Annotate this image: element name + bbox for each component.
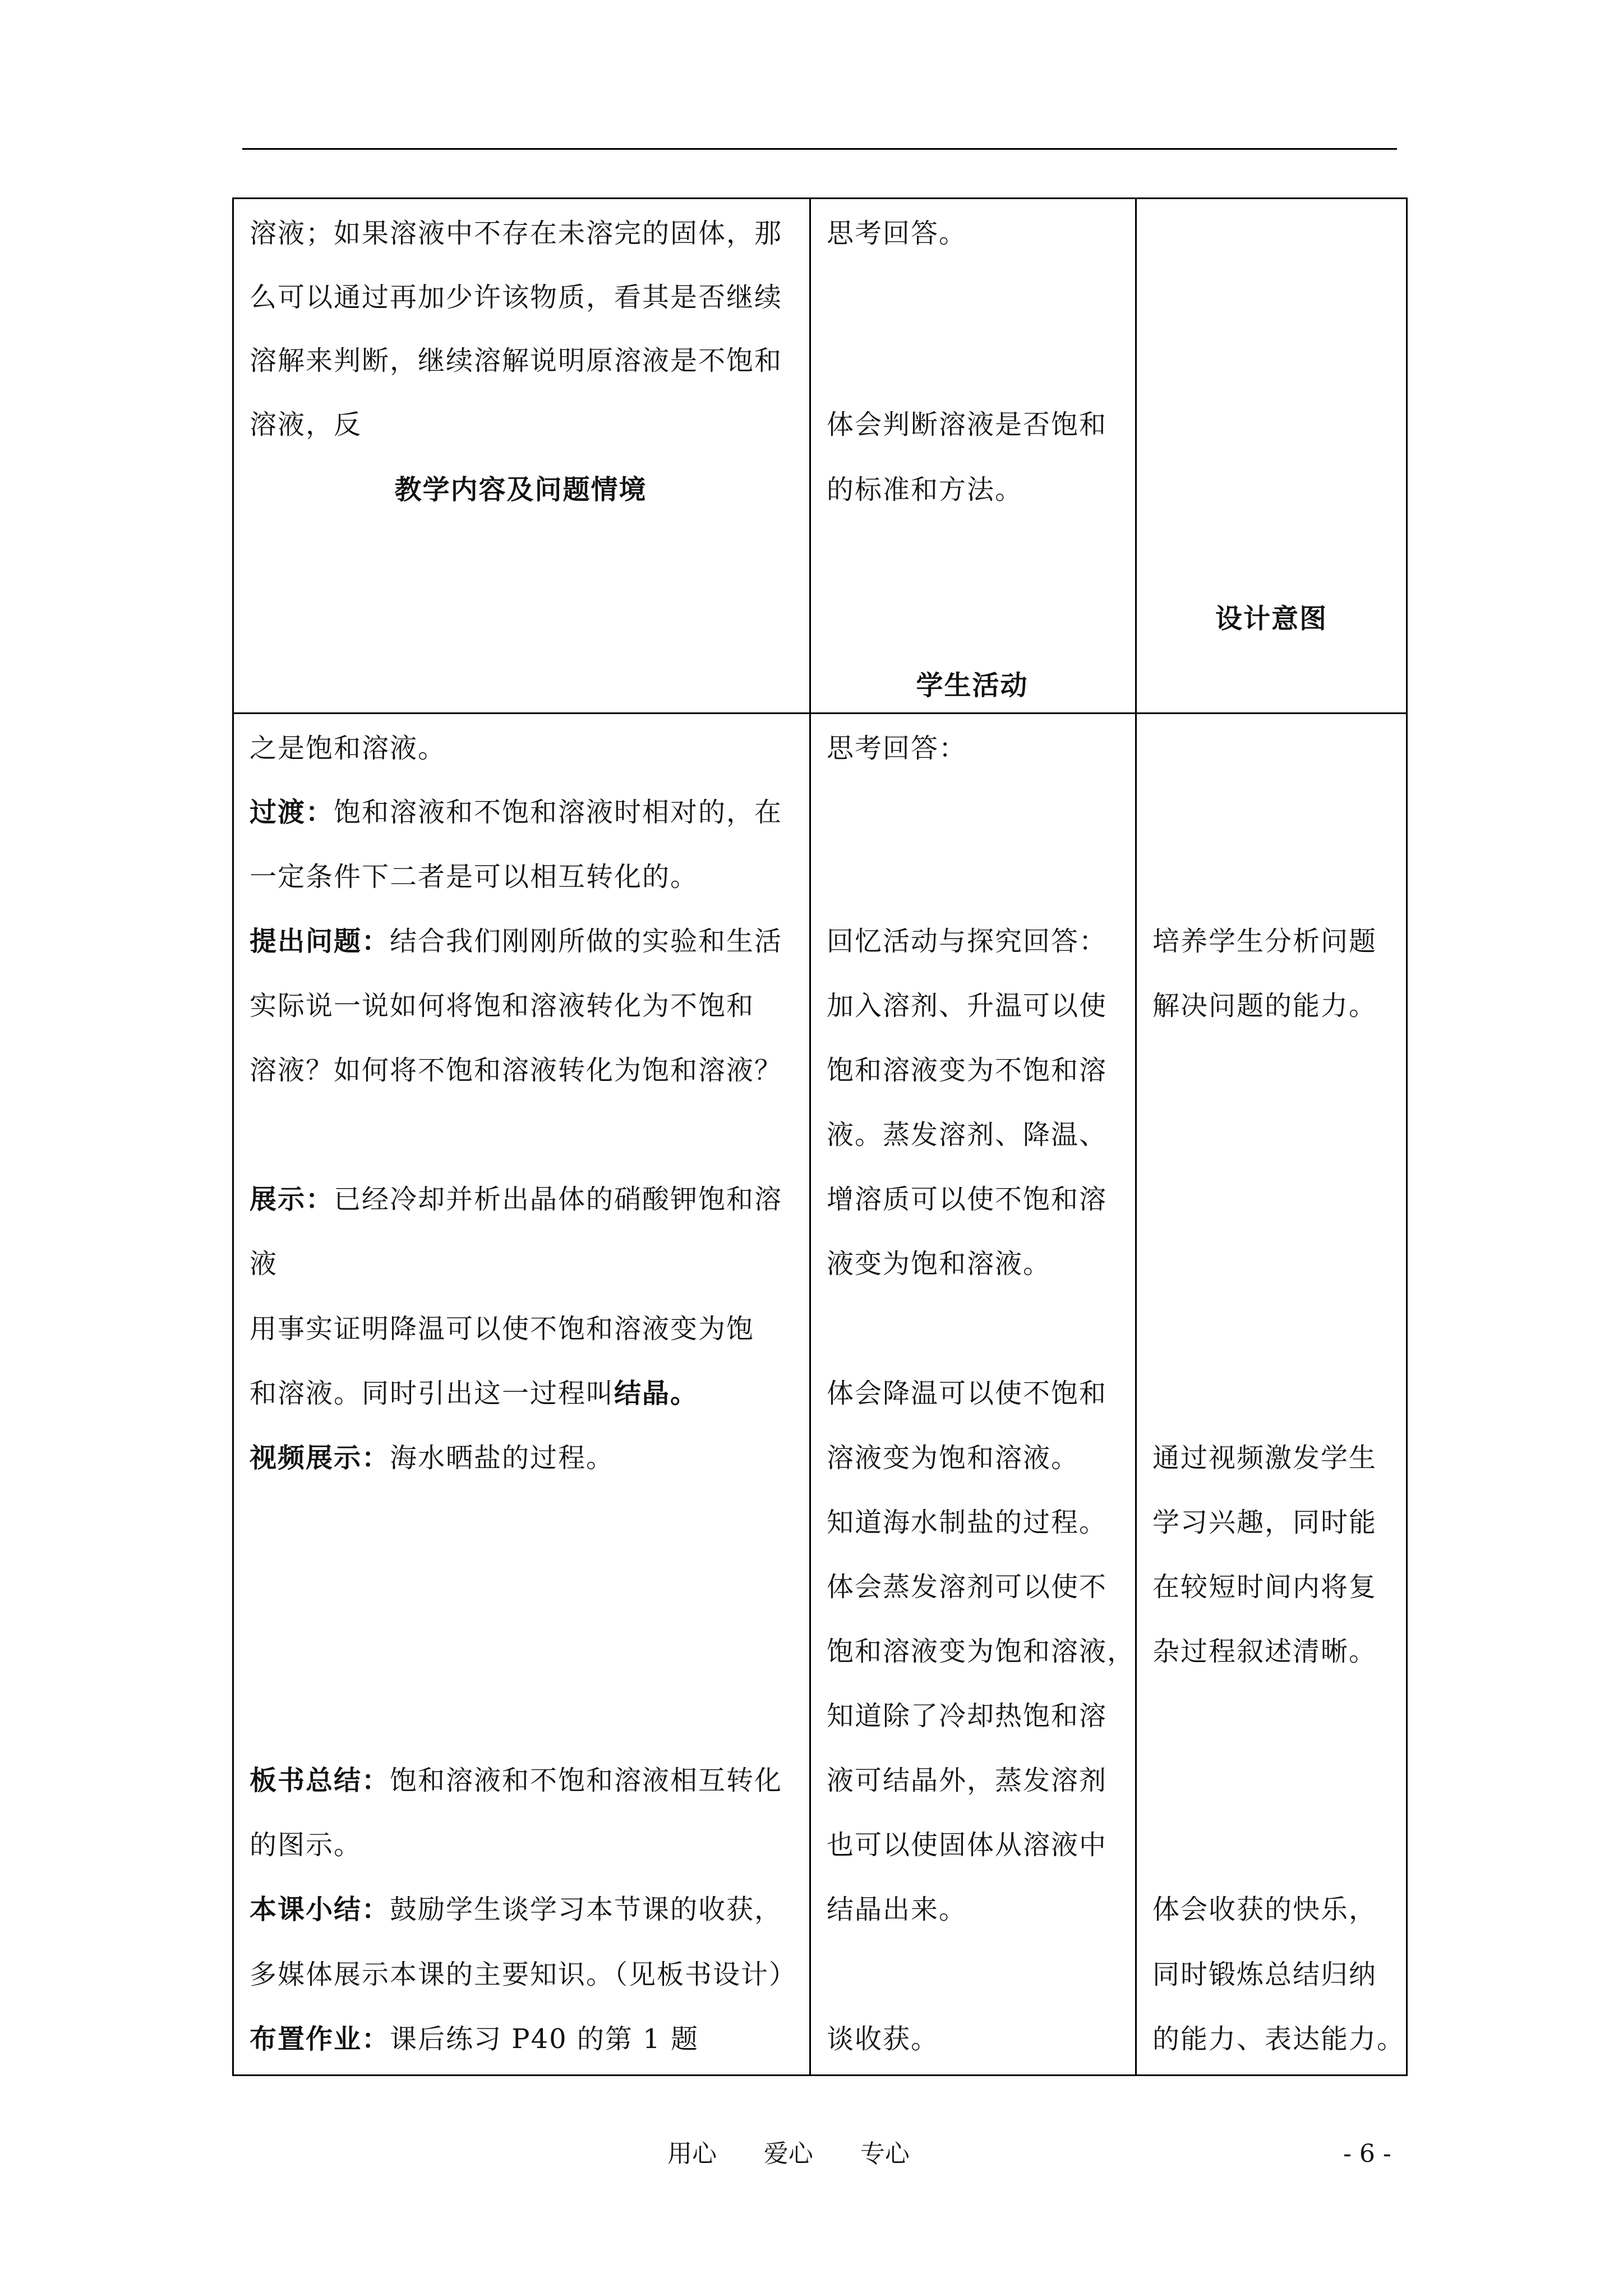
footer-motto: 用心 爱心 专心 [667, 2139, 910, 2168]
summary-text: 鼓励学生谈学习本节课的收获， [390, 1894, 783, 1925]
activity-line: 结晶出来。 [827, 1894, 967, 1925]
board-block [250, 1764, 782, 1797]
top-activity-line: 思考回答。 [827, 218, 967, 249]
top-content-line: 溶液，反 [250, 409, 362, 440]
intent-line: 培养学生分析问题 [1152, 926, 1377, 957]
row-divider [232, 712, 1408, 714]
content-line: 多媒体展示本课的主要知识。（见板书设计） [250, 1959, 797, 1990]
homework-label: 布置作业： [250, 2023, 390, 2055]
show-conclusion [250, 1377, 698, 1410]
activity-line: 也可以使固体从溶液中 [827, 1829, 1108, 1861]
activity-line: 液变为饱和溶液。 [827, 1248, 1052, 1280]
header-rule [242, 148, 1397, 150]
top-content-line: 溶解来判断，继续溶解说明原溶液是不饱和 [250, 345, 783, 376]
intent-line: 在较短时间内将复 [1152, 1571, 1377, 1603]
crystallization-term: 结晶。 [614, 1378, 699, 1409]
video-text: 海水晒盐的过程。 [390, 1442, 615, 1474]
activity-line: 溶液变为饱和溶液。 [827, 1442, 1080, 1474]
summary-block [250, 1893, 782, 1926]
activity-line: 增溶质可以使不饱和溶 [827, 1184, 1108, 1215]
question-block [250, 924, 782, 958]
activity-line: 饱和溶液变为饱和溶液， [827, 1636, 1136, 1667]
content-column-header: 教学内容及问题情境 [394, 474, 647, 505]
activity-line: 回忆活动与探究回答： [827, 926, 1108, 957]
show-conclusion-text: 和溶液。同时引出这一过程叫 [250, 1378, 615, 1409]
show-text: 已经冷却并析出晶体的硝酸钾饱和溶 [334, 1184, 783, 1215]
intent-line: 通过视频激发学生 [1152, 1442, 1377, 1474]
board-label: 板书总结： [250, 1765, 390, 1796]
top-content-line: 么可以通过再加少许该物质，看其是否继续 [250, 282, 783, 313]
activity-column-header: 学生活动 [916, 670, 1029, 701]
content-line: 之是饱和溶液。 [250, 733, 446, 764]
top-activity-line: 体会判断溶液是否饱和 [827, 409, 1108, 440]
activity-line: 液。蒸发溶剂、降温、 [827, 1119, 1108, 1151]
video-block [250, 1441, 614, 1475]
content-line: 用事实证明降温可以使不饱和溶液变为饱 [250, 1313, 755, 1345]
transition-label: 过渡： [250, 797, 334, 828]
content-line: 液 [250, 1248, 278, 1280]
board-text: 饱和溶液和不饱和溶液相互转化 [390, 1765, 783, 1796]
show-label: 展示： [250, 1184, 334, 1215]
intent-line: 体会收获的快乐， [1152, 1894, 1377, 1925]
intent-line: 杂过程叙述清晰。 [1152, 1636, 1377, 1667]
intent-line: 的能力、表达能力。 [1152, 2023, 1405, 2055]
transition-block [250, 795, 782, 829]
top-activity-line: 的标准和方法。 [827, 474, 1023, 505]
homework-block [250, 2022, 699, 2056]
activity-line: 知道除了冷却热饱和溶 [827, 1700, 1108, 1732]
show-block [250, 1182, 782, 1216]
page-number: - 6 - [1343, 2139, 1391, 2168]
content-line: 的图示。 [250, 1829, 362, 1861]
content-line: 实际说一说如何将饱和溶液转化为不饱和 [250, 990, 755, 1022]
activity-line: 液可结晶外，蒸发溶剂 [827, 1765, 1108, 1796]
content-line: 溶液？如何将不饱和溶液转化为饱和溶液？ [250, 1055, 783, 1086]
question-label: 提出问题： [250, 926, 390, 957]
column-divider-2 [1135, 197, 1137, 2076]
intent-line: 解决问题的能力。 [1152, 990, 1377, 1022]
homework-text: 课后练习 P40 的第 1 题 [390, 2023, 699, 2055]
activity-line: 加入溶剂、升温可以使 [827, 990, 1108, 1022]
question-text: 结合我们刚刚所做的实验和生活 [390, 926, 783, 957]
activity-line: 知道海水制盐的过程。 [827, 1507, 1108, 1538]
activity-line: 体会降温可以使不饱和 [827, 1378, 1108, 1409]
top-content-line: 溶液；如果溶液中不存在未溶完的固体，那 [250, 218, 783, 249]
activity-line: 谈收获。 [827, 2023, 939, 2055]
video-label: 视频展示： [250, 1442, 390, 1474]
activity-line: 饱和溶液变为不饱和溶 [827, 1055, 1108, 1086]
column-divider-1 [809, 197, 811, 2076]
intent-line: 同时锻炼总结归纳 [1152, 1959, 1377, 1990]
activity-line: 体会蒸发溶剂可以使不 [827, 1571, 1108, 1603]
summary-label: 本课小结： [250, 1894, 390, 1925]
transition-text: 饱和溶液和不饱和溶液时相对的，在 [334, 797, 783, 828]
activity-line: 思考回答： [827, 733, 967, 764]
intent-line: 学习兴趣，同时能 [1152, 1507, 1377, 1538]
intent-column-header: 设计意图 [1215, 603, 1327, 634]
content-line: 一定条件下二者是可以相互转化的。 [250, 861, 699, 892]
